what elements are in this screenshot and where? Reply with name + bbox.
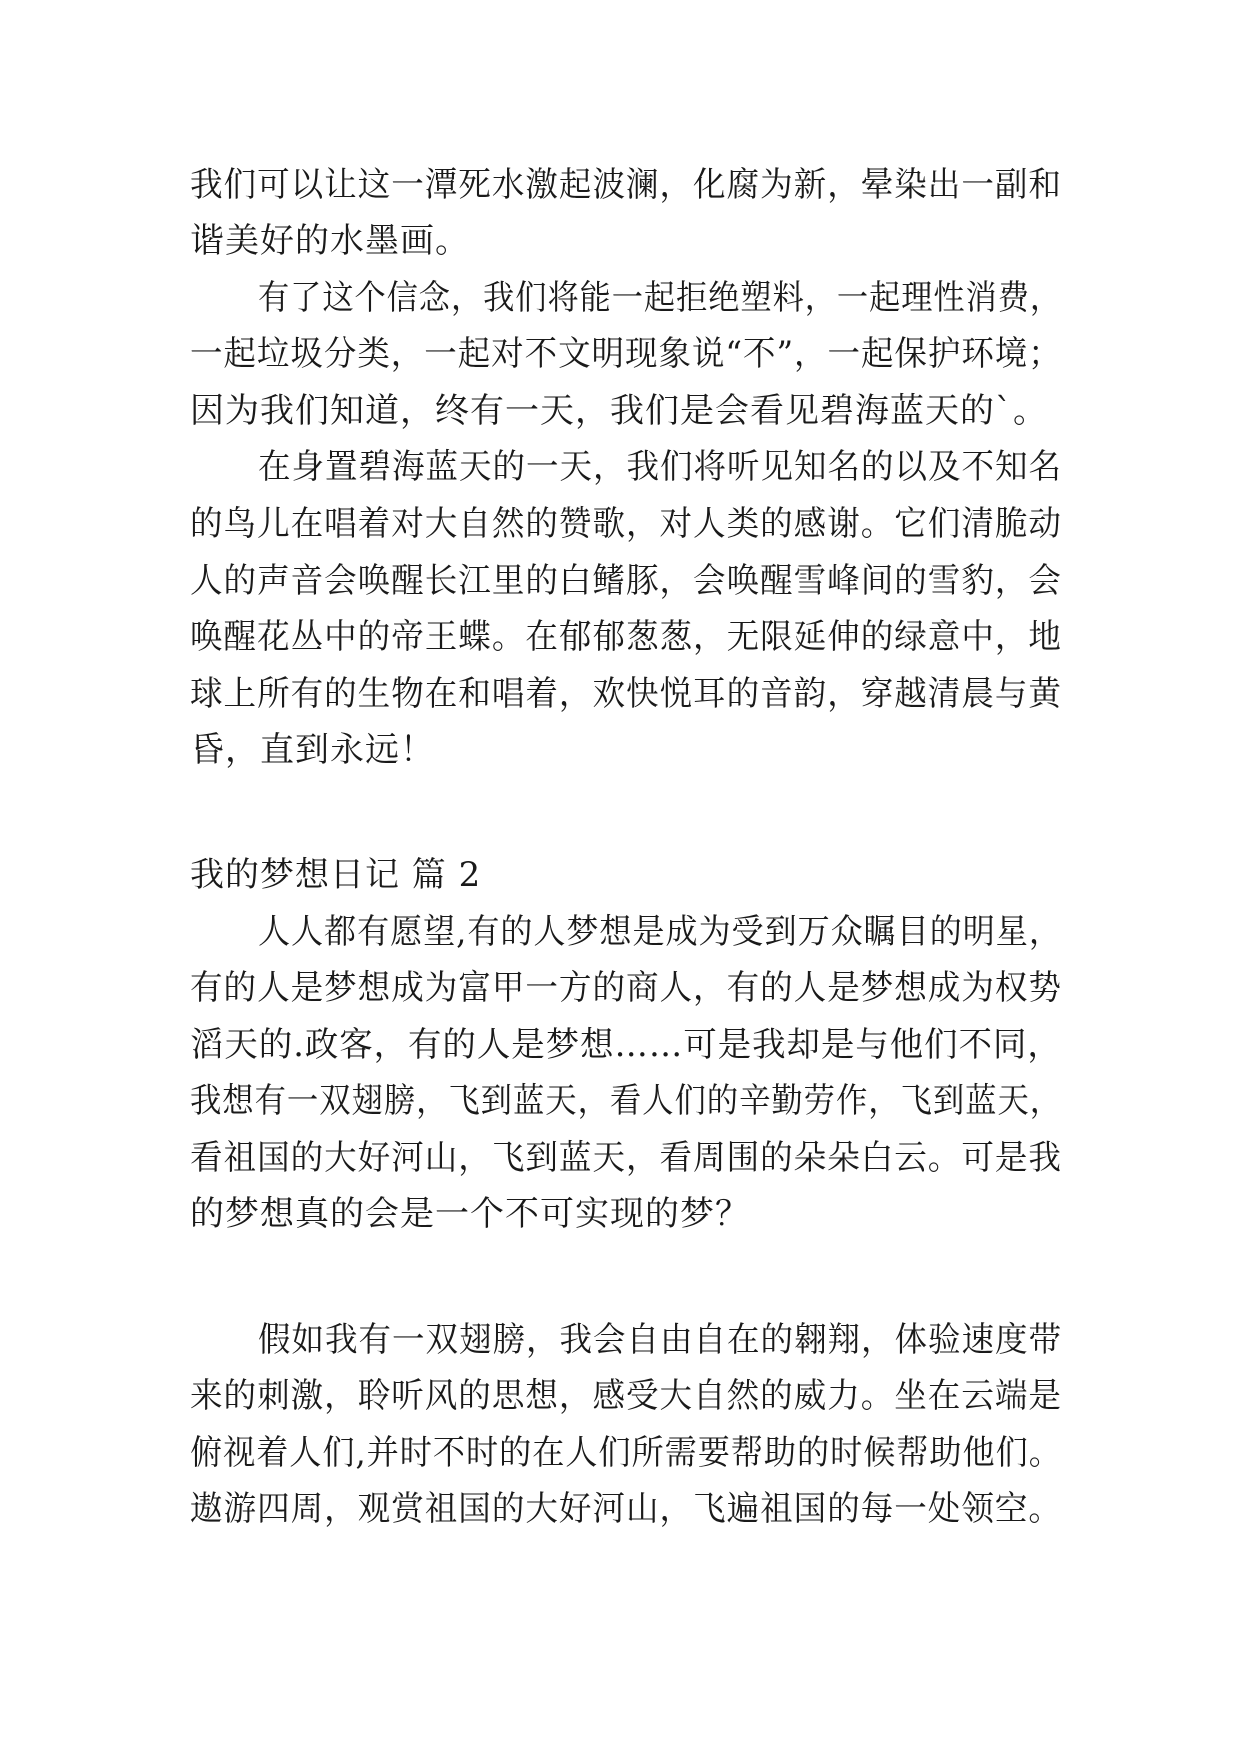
paragraph-4-line-3: 滔天的.政客，有的人是梦想……可是我却是与他们不同， <box>190 1025 1062 1065</box>
paragraph-2-line-2: 一起垃圾分类，一起对不文明现象说“不”，一起保护环境； <box>190 334 1062 374</box>
paragraph-5-line-3: 俯视着人们,并时不时的在人们所需要帮助的时候帮助他们。 <box>190 1433 1062 1473</box>
paragraph-5-line-2: 来的刺激，聆听风的思想，感受大自然的威力。坐在云端是 <box>190 1376 1062 1416</box>
paragraph-2-line-3: 因为我们知道，终有一天，我们是会看见碧海蓝天的`。 <box>190 391 1048 431</box>
paragraph-1-line-2: 谐美好的水墨画。 <box>190 221 470 261</box>
paragraph-3-line-1: 在身置碧海蓝天的一天，我们将听见知名的以及不知名 <box>258 447 1062 487</box>
paragraph-5-line-1: 假如我有一双翅膀，我会自由自在的翱翔，体验速度带 <box>258 1320 1062 1360</box>
paragraph-1-line-1: 我们可以让这一潭死水激起波澜，化腐为新，晕染出一副和 <box>190 165 1062 205</box>
paragraph-3-line-6: 昏，直到永远！ <box>190 730 435 770</box>
paragraph-4-line-1: 人人都有愿望,有的人梦想是成为受到万众瞩目的明星， <box>258 912 1062 952</box>
paragraph-3-line-4: 唤醒花丛中的帝王蝶。在郁郁葱葱，无限延伸的绿意中，地 <box>190 617 1062 657</box>
section-heading: 我的梦想日记 篇 2 <box>190 855 482 895</box>
paragraph-3-line-3: 人的声音会唤醒长江里的白鳍豚，会唤醒雪峰间的雪豹，会 <box>190 561 1062 601</box>
paragraph-4-line-5: 看祖国的大好河山，飞到蓝天，看周围的朵朵白云。可是我 <box>190 1138 1062 1178</box>
paragraph-4-line-4: 我想有一双翅膀，飞到蓝天，看人们的辛勤劳作，飞到蓝天， <box>190 1081 1063 1121</box>
paragraph-4-line-6: 的梦想真的会是一个不可实现的梦？ <box>190 1194 750 1234</box>
paragraph-2-line-1: 有了这个信念，我们将能一起拒绝塑料，一起理性消费， <box>258 278 1063 318</box>
paragraph-3-line-2: 的鸟儿在唱着对大自然的赞歌，对人类的感谢。它们清脆动 <box>190 504 1062 544</box>
paragraph-3-line-5: 球上所有的生物在和唱着，欢快悦耳的音韵，穿越清晨与黄 <box>190 674 1062 714</box>
paragraph-5-line-4: 遨游四周，观赏祖国的大好河山，飞遍祖国的每一处领空。 <box>190 1489 1062 1529</box>
paragraph-4-line-2: 有的人是梦想成为富甲一方的商人，有的人是梦想成为权势 <box>190 968 1062 1008</box>
